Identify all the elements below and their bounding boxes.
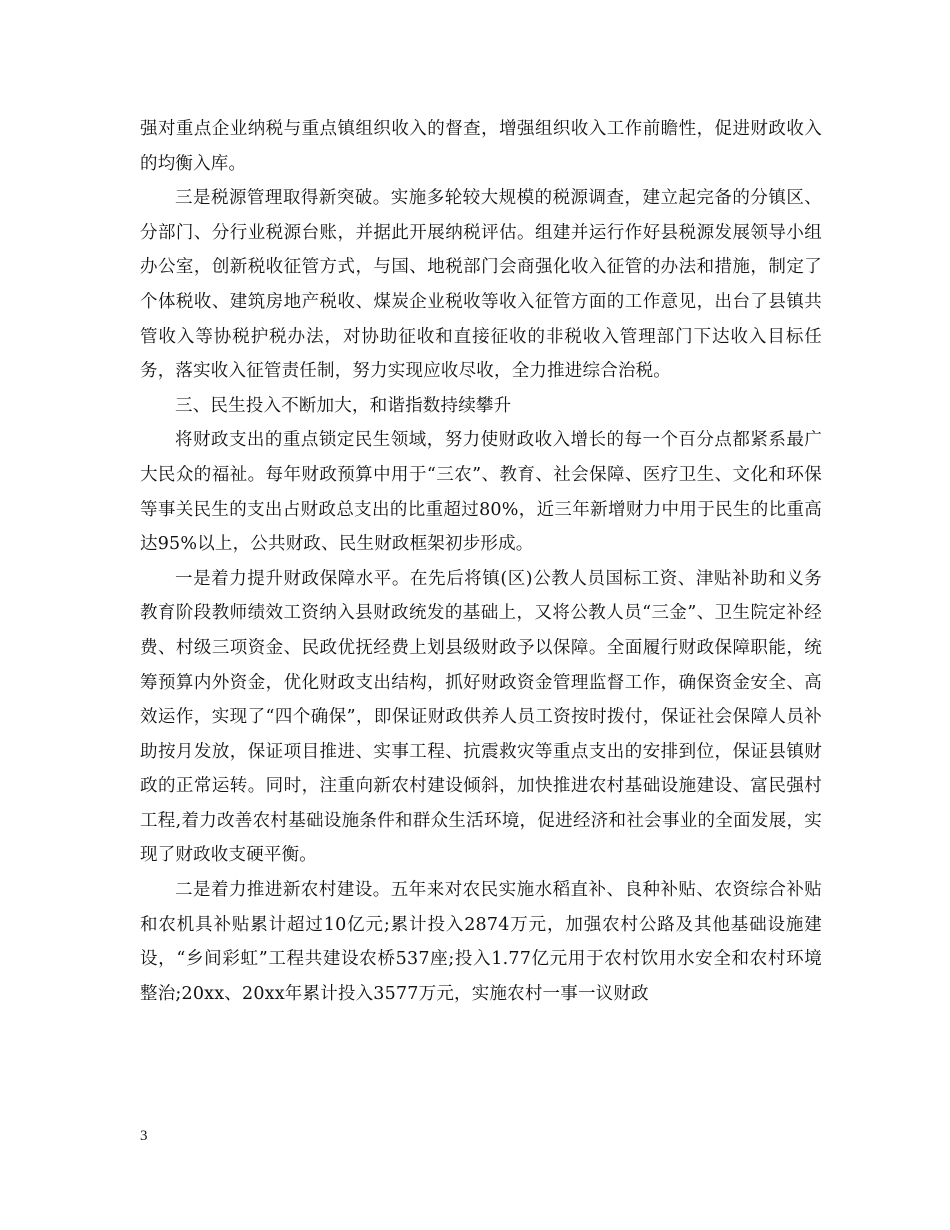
section-heading: 三、民生投入不断加大，和谐指数持续攀升 <box>175 395 512 416</box>
paragraph-2: 三是税源管理取得新突破。实施多轮较大规模的税源调查，建立起完备的分镇区、分部门、分行业税源台账，并据此开展纳税评估。组建并运行作好县税源发展领导小组办公室，创新税收征管方式，与国、地税部门会商强化收入征管的办法和措施，制定了个体税收、建筑房地产税收、煤炭企业税收等收入征管方面的工作意见，出台了县镇共管收入等协税护税办法，对协助征收和直接征收的非税收入管理部门下达收入目标任务，落实收入征管责任制，努力实现应收尽收，全力推进综合治税。 <box>140 188 822 382</box>
paragraph-4: 一是着力提升财政保障水平。在先后将镇(区)公教人员国标工资、津贴补助和义务教育阶段教师绩效工资纳入县财政统发的基础上，又将公教人员“三金”、卫生院定补经费、村级三项资金、民政优抚经费上划县级财政予以保障。全面履行财政保障职能，统筹预算内外资金，优化财政支出结构，抓好财政资金管理监督工作，确保资金安全、高效运作，实现了“四个确保”，即保证财政供养人员工资按时拨付，保证社会保障人员补助按月发放，保证项目推进、实事工程、抗震救灾等重点支出的安排到位，保证县镇财政的正常运转。同时，注重向新农村建设倾斜，加快推进农村基础设施建设、富民强村工程,着力改善农村基础设施条件和群众生活环境，促进经济和社会事业的全面发展，实现了财政收支硬平衡。 <box>140 568 822 866</box>
paragraph-5: 二是着力推进新农村建设。五年来对农民实施水稻直补、良种补贴、农资综合补贴和农机具补贴累计超过10亿元;累计投入2874万元，加强农村公路及其他基础设施建设，“乡间彩虹”工程共建设农桥537座;投入1.77亿元用于农村饮用水安全和农村环境整治;20xx、20xx年累计投入3577万元，实施农村一事一议财政 <box>140 880 822 1004</box>
page-number: 3 <box>140 1128 148 1144</box>
paragraph-3: 将财政支出的重点锁定民生领域，努力使财政收入增长的每一个百分点都紧系最广大民众的福祉。每年财政预算中用于“三农”、教育、社会保障、医疗卫生、文化和环保等事关民生的支出占财政总支出的比重超过80%，近三年新增财力中用于民生的比重高达95%以上，公共财政、民生财政框架初步形成。 <box>140 430 822 555</box>
document-body <box>140 112 822 1011</box>
paragraph-1: 强对重点企业纳税与重点镇组织收入的督查，增强组织收入工作前瞻性，促进财政收入的均衡入库。 <box>140 119 822 174</box>
